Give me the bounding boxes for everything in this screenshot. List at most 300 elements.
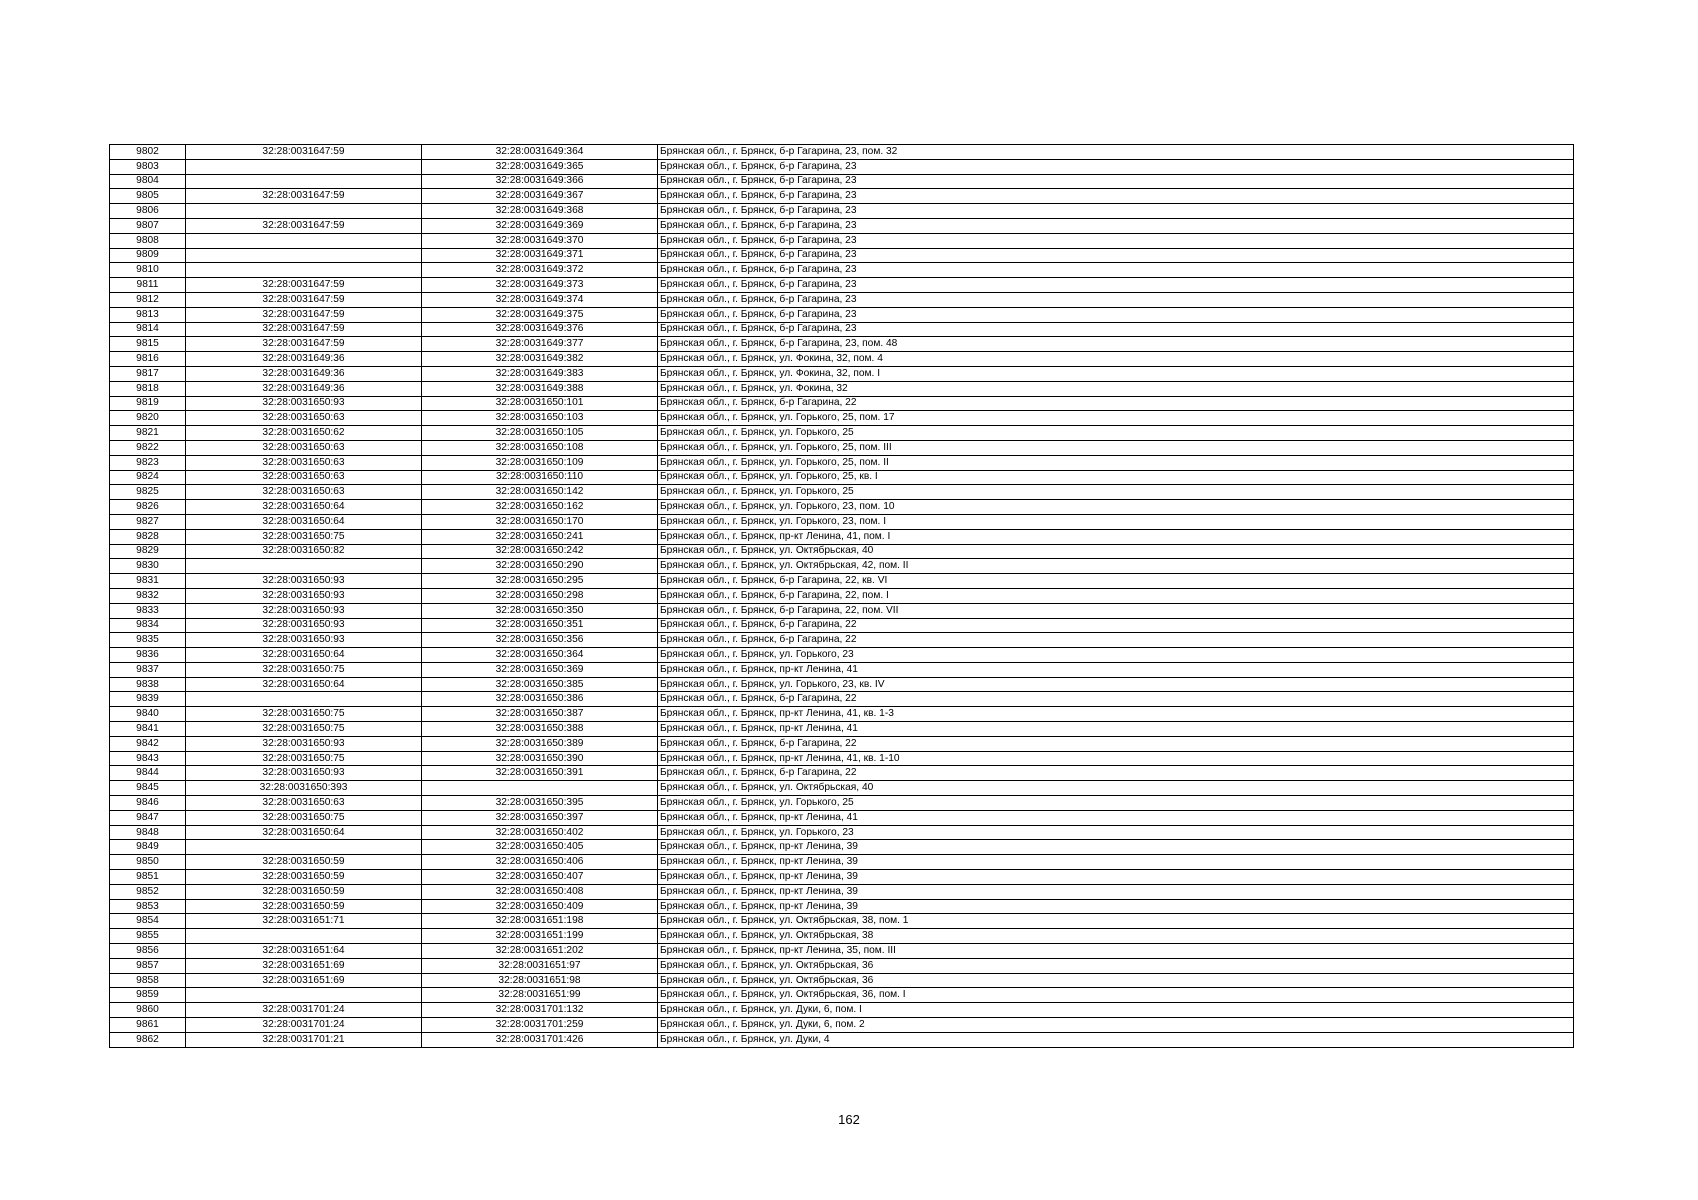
parent-cadastral-number-cell: 32:28:0031650:75 xyxy=(186,662,422,677)
table-row xyxy=(110,603,1574,618)
table-row xyxy=(110,736,1574,751)
cadastral-number-cell: 32:28:0031649:366 xyxy=(422,174,658,189)
address-cell: Брянская обл., г. Брянск, б-р Гагарина, 22 xyxy=(658,736,1574,751)
row-number-cell: 9840 xyxy=(110,707,186,722)
address-cell: Брянская обл., г. Брянск, ул. Горького, 25, кв. I xyxy=(658,470,1574,485)
address-cell: Брянская обл., г. Брянск, ул. Октябрьская, 38, пом. 1 xyxy=(658,914,1574,929)
cadastral-number-cell: 32:28:0031650:397 xyxy=(422,810,658,825)
table-row xyxy=(110,322,1574,337)
cadastral-number-cell: 32:28:0031650:386 xyxy=(422,692,658,707)
table-row xyxy=(110,292,1574,307)
parent-cadastral-number-cell: 32:28:0031701:24 xyxy=(186,1003,422,1018)
parent-cadastral-number-cell: 32:28:0031650:75 xyxy=(186,810,422,825)
cadastral-number-cell: 32:28:0031650:162 xyxy=(422,500,658,515)
table-row xyxy=(110,722,1574,737)
cadastral-number-cell: 32:28:0031650:351 xyxy=(422,618,658,633)
parent-cadastral-number-cell: 32:28:0031650:59 xyxy=(186,855,422,870)
cadastral-number-cell: 32:28:0031701:259 xyxy=(422,1018,658,1033)
table-row xyxy=(110,381,1574,396)
cadastral-number-cell: 32:28:0031651:99 xyxy=(422,988,658,1003)
table-row xyxy=(110,588,1574,603)
address-cell: Брянская обл., г. Брянск, ул. Горького, 23, кв. IV xyxy=(658,677,1574,692)
parent-cadastral-number-cell: 32:28:0031650:63 xyxy=(186,440,422,455)
parent-cadastral-number-cell: 32:28:0031650:93 xyxy=(186,736,422,751)
table-row xyxy=(110,189,1574,204)
parent-cadastral-number-cell xyxy=(186,204,422,219)
address-cell: Брянская обл., г. Брянск, б-р Гагарина, 23 xyxy=(658,233,1574,248)
parent-cadastral-number-cell: 32:28:0031650:75 xyxy=(186,707,422,722)
parent-cadastral-number-cell: 32:28:0031649:36 xyxy=(186,352,422,367)
address-cell: Брянская обл., г. Брянск, б-р Гагарина, 23 xyxy=(658,174,1574,189)
table-row xyxy=(110,248,1574,263)
row-number-cell: 9843 xyxy=(110,751,186,766)
row-number-cell: 9835 xyxy=(110,633,186,648)
row-number-cell: 9862 xyxy=(110,1032,186,1047)
row-number-cell: 9825 xyxy=(110,485,186,500)
parent-cadastral-number-cell: 32:28:0031650:75 xyxy=(186,722,422,737)
table-row xyxy=(110,440,1574,455)
row-number-cell: 9822 xyxy=(110,440,186,455)
cadastral-number-cell: 32:28:0031651:199 xyxy=(422,929,658,944)
parent-cadastral-number-cell: 32:28:0031650:82 xyxy=(186,544,422,559)
address-cell: Брянская обл., г. Брянск, пр-кт Ленина, 41 xyxy=(658,810,1574,825)
cadastral-number-cell: 32:28:0031649:364 xyxy=(422,145,658,160)
cadastral-number-cell: 32:28:0031649:374 xyxy=(422,292,658,307)
row-number-cell: 9854 xyxy=(110,914,186,929)
address-cell: Брянская обл., г. Брянск, пр-кт Ленина, 41 xyxy=(658,722,1574,737)
row-number-cell: 9837 xyxy=(110,662,186,677)
table-row xyxy=(110,899,1574,914)
address-cell: Брянская обл., г. Брянск, б-р Гагарина, 22, пом. I xyxy=(658,588,1574,603)
parent-cadastral-number-cell xyxy=(186,263,422,278)
cadastral-number-cell: 32:28:0031651:198 xyxy=(422,914,658,929)
parent-cadastral-number-cell: 32:28:0031647:59 xyxy=(186,278,422,293)
parent-cadastral-number-cell: 32:28:0031650:75 xyxy=(186,529,422,544)
address-cell: Брянская обл., г. Брянск, ул. Октябрьская, 40 xyxy=(658,544,1574,559)
parent-cadastral-number-cell: 32:28:0031650:63 xyxy=(186,455,422,470)
table-row xyxy=(110,233,1574,248)
cadastral-number-cell: 32:28:0031650:364 xyxy=(422,648,658,663)
address-cell: Брянская обл., г. Брянск, ул. Фокина, 32, пом. I xyxy=(658,366,1574,381)
cadastral-number-cell: 32:28:0031650:241 xyxy=(422,529,658,544)
row-number-cell: 9832 xyxy=(110,588,186,603)
parent-cadastral-number-cell: 32:28:0031650:93 xyxy=(186,618,422,633)
row-number-cell: 9812 xyxy=(110,292,186,307)
cadastral-number-cell: 32:28:0031650:103 xyxy=(422,411,658,426)
parent-cadastral-number-cell xyxy=(186,233,422,248)
address-cell: Брянская обл., г. Брянск, б-р Гагарина, 23 xyxy=(658,322,1574,337)
cadastral-number-cell: 32:28:0031701:132 xyxy=(422,1003,658,1018)
address-cell: Брянская обл., г. Брянск, б-р Гагарина, 23 xyxy=(658,292,1574,307)
cadastral-number-cell: 32:28:0031650:387 xyxy=(422,707,658,722)
address-cell: Брянская обл., г. Брянск, б-р Гагарина, 23 xyxy=(658,248,1574,263)
cadastral-number-cell: 32:28:0031649:369 xyxy=(422,218,658,233)
cadastral-number-cell: 32:28:0031650:105 xyxy=(422,426,658,441)
parent-cadastral-number-cell: 32:28:0031650:93 xyxy=(186,588,422,603)
row-number-cell: 9846 xyxy=(110,796,186,811)
parent-cadastral-number-cell: 32:28:0031650:59 xyxy=(186,899,422,914)
parent-cadastral-number-cell: 32:28:0031650:63 xyxy=(186,411,422,426)
row-number-cell: 9848 xyxy=(110,825,186,840)
address-cell: Брянская обл., г. Брянск, пр-кт Ленина, 41, кв. 1-3 xyxy=(658,707,1574,722)
cadastral-number-cell: 32:28:0031650:407 xyxy=(422,870,658,885)
address-cell: Брянская обл., г. Брянск, пр-кт Ленина, 41, пом. I xyxy=(658,529,1574,544)
row-number-cell: 9858 xyxy=(110,973,186,988)
cadastral-number-cell: 32:28:0031649:382 xyxy=(422,352,658,367)
address-cell: Брянская обл., г. Брянск, ул. Фокина, 32, пом. 4 xyxy=(658,352,1574,367)
cadastral-number-cell: 32:28:0031650:142 xyxy=(422,485,658,500)
row-number-cell: 9857 xyxy=(110,958,186,973)
cadastral-number-cell: 32:28:0031650:391 xyxy=(422,766,658,781)
cadastral-number-cell: 32:28:0031650:356 xyxy=(422,633,658,648)
parent-cadastral-number-cell: 32:28:0031647:59 xyxy=(186,189,422,204)
table-row xyxy=(110,692,1574,707)
cadastral-number-cell: 32:28:0031649:367 xyxy=(422,189,658,204)
cadastral-number-cell: 32:28:0031650:108 xyxy=(422,440,658,455)
table-row xyxy=(110,914,1574,929)
cadastral-number-cell: 32:28:0031650:109 xyxy=(422,455,658,470)
parent-cadastral-number-cell: 32:28:0031647:59 xyxy=(186,337,422,352)
parent-cadastral-number-cell: 32:28:0031647:59 xyxy=(186,322,422,337)
table-row xyxy=(110,366,1574,381)
address-cell: Брянская обл., г. Брянск, ул. Октябрьская, 42, пом. II xyxy=(658,559,1574,574)
cadastral-number-cell: 32:28:0031650:110 xyxy=(422,470,658,485)
parent-cadastral-number-cell xyxy=(186,174,422,189)
parent-cadastral-number-cell: 32:28:0031650:63 xyxy=(186,796,422,811)
address-cell: Брянская обл., г. Брянск, ул. Горького, 25, пом. III xyxy=(658,440,1574,455)
address-cell: Брянская обл., г. Брянск, ул. Дуки, 6, пом. I xyxy=(658,1003,1574,1018)
row-number-cell: 9823 xyxy=(110,455,186,470)
parent-cadastral-number-cell: 32:28:0031647:59 xyxy=(186,292,422,307)
row-number-cell: 9808 xyxy=(110,233,186,248)
table-row xyxy=(110,544,1574,559)
address-cell: Брянская обл., г. Брянск, ул. Октябрьская, 38 xyxy=(658,929,1574,944)
address-cell: Брянская обл., г. Брянск, б-р Гагарина, 22 xyxy=(658,633,1574,648)
table-row xyxy=(110,574,1574,589)
table-row xyxy=(110,470,1574,485)
parent-cadastral-number-cell: 32:28:0031651:64 xyxy=(186,944,422,959)
address-cell: Брянская обл., г. Брянск, пр-кт Ленина, 39 xyxy=(658,840,1574,855)
parent-cadastral-number-cell xyxy=(186,929,422,944)
address-cell: Брянская обл., г. Брянск, б-р Гагарина, 23, пом. 32 xyxy=(658,145,1574,160)
parent-cadastral-number-cell: 32:28:0031650:64 xyxy=(186,514,422,529)
cadastral-number-cell: 32:28:0031650:369 xyxy=(422,662,658,677)
parent-cadastral-number-cell: 32:28:0031650:93 xyxy=(186,766,422,781)
cadastral-number-cell: 32:28:0031650:385 xyxy=(422,677,658,692)
parent-cadastral-number-cell: 32:28:0031701:24 xyxy=(186,1018,422,1033)
row-number-cell: 9852 xyxy=(110,884,186,899)
table-row xyxy=(110,929,1574,944)
parent-cadastral-number-cell: 32:28:0031650:63 xyxy=(186,470,422,485)
parent-cadastral-number-cell: 32:28:0031650:93 xyxy=(186,603,422,618)
row-number-cell: 9849 xyxy=(110,840,186,855)
cadastral-number-cell: 32:28:0031650:350 xyxy=(422,603,658,618)
address-cell: Брянская обл., г. Брянск, пр-кт Ленина, 39 xyxy=(658,855,1574,870)
table-row xyxy=(110,825,1574,840)
parent-cadastral-number-cell: 32:28:0031701:21 xyxy=(186,1032,422,1047)
row-number-cell: 9856 xyxy=(110,944,186,959)
cadastral-number-cell xyxy=(422,781,658,796)
cadastral-number-cell: 32:28:0031650:101 xyxy=(422,396,658,411)
table-row xyxy=(110,1003,1574,1018)
parent-cadastral-number-cell: 32:28:0031650:64 xyxy=(186,825,422,840)
row-number-cell: 9839 xyxy=(110,692,186,707)
cadastral-number-cell: 32:28:0031649:371 xyxy=(422,248,658,263)
address-cell: Брянская обл., г. Брянск, ул. Горького, 25 xyxy=(658,796,1574,811)
row-number-cell: 9851 xyxy=(110,870,186,885)
address-cell: Брянская обл., г. Брянск, б-р Гагарина, 22, кв. VI xyxy=(658,574,1574,589)
cadastral-number-cell: 32:28:0031650:406 xyxy=(422,855,658,870)
address-cell: Брянская обл., г. Брянск, ул. Горького, 25, пом. II xyxy=(658,455,1574,470)
address-cell: Брянская обл., г. Брянск, пр-кт Ленина, 35, пом. III xyxy=(658,944,1574,959)
cadastral-number-cell: 32:28:0031649:365 xyxy=(422,159,658,174)
cadastral-number-cell: 32:28:0031650:409 xyxy=(422,899,658,914)
table-row xyxy=(110,485,1574,500)
cadastral-number-cell: 32:28:0031650:402 xyxy=(422,825,658,840)
table-row xyxy=(110,973,1574,988)
row-number-cell: 9824 xyxy=(110,470,186,485)
address-cell: Брянская обл., г. Брянск, б-р Гагарина, 22 xyxy=(658,692,1574,707)
table-row xyxy=(110,677,1574,692)
parent-cadastral-number-cell: 32:28:0031650:59 xyxy=(186,884,422,899)
parent-cadastral-number-cell xyxy=(186,159,422,174)
table-row xyxy=(110,559,1574,574)
row-number-cell: 9833 xyxy=(110,603,186,618)
table-row xyxy=(110,958,1574,973)
cadastral-number-cell: 32:28:0031650:395 xyxy=(422,796,658,811)
row-number-cell: 9859 xyxy=(110,988,186,1003)
address-cell: Брянская обл., г. Брянск, ул. Горького, 25 xyxy=(658,485,1574,500)
row-number-cell: 9836 xyxy=(110,648,186,663)
cadastral-number-cell: 32:28:0031649:368 xyxy=(422,204,658,219)
parent-cadastral-number-cell: 32:28:0031650:75 xyxy=(186,751,422,766)
table-row xyxy=(110,426,1574,441)
parent-cadastral-number-cell xyxy=(186,692,422,707)
table-row xyxy=(110,766,1574,781)
table-row xyxy=(110,1032,1574,1047)
table-row xyxy=(110,870,1574,885)
table-row xyxy=(110,944,1574,959)
address-cell: Брянская обл., г. Брянск, ул. Дуки, 6, пом. 2 xyxy=(658,1018,1574,1033)
table-row xyxy=(110,1018,1574,1033)
cadastral-number-cell: 32:28:0031649:383 xyxy=(422,366,658,381)
cadastral-number-cell: 32:28:0031650:405 xyxy=(422,840,658,855)
address-cell: Брянская обл., г. Брянск, ул. Октябрьская, 36 xyxy=(658,973,1574,988)
address-cell: Брянская обл., г. Брянск, ул. Октябрьская, 36 xyxy=(658,958,1574,973)
parent-cadastral-number-cell: 32:28:0031647:59 xyxy=(186,145,422,160)
parent-cadastral-number-cell xyxy=(186,988,422,1003)
row-number-cell: 9855 xyxy=(110,929,186,944)
row-number-cell: 9815 xyxy=(110,337,186,352)
row-number-cell: 9845 xyxy=(110,781,186,796)
row-number-cell: 9861 xyxy=(110,1018,186,1033)
cadastral-number-cell: 32:28:0031650:290 xyxy=(422,559,658,574)
row-number-cell: 9821 xyxy=(110,426,186,441)
cadastral-number-cell: 32:28:0031649:376 xyxy=(422,322,658,337)
table-row xyxy=(110,174,1574,189)
row-number-cell: 9806 xyxy=(110,204,186,219)
table-row xyxy=(110,707,1574,722)
table-row xyxy=(110,514,1574,529)
address-cell: Брянская обл., г. Брянск, ул. Октябрьская, 40 xyxy=(658,781,1574,796)
row-number-cell: 9820 xyxy=(110,411,186,426)
parent-cadastral-number-cell: 32:28:0031649:36 xyxy=(186,381,422,396)
row-number-cell: 9827 xyxy=(110,514,186,529)
parent-cadastral-number-cell: 32:28:0031650:59 xyxy=(186,870,422,885)
cadastral-number-cell: 32:28:0031650:298 xyxy=(422,588,658,603)
cadastral-number-cell: 32:28:0031650:170 xyxy=(422,514,658,529)
parent-cadastral-number-cell: 32:28:0031650:64 xyxy=(186,648,422,663)
address-cell: Брянская обл., г. Брянск, пр-кт Ленина, 39 xyxy=(658,884,1574,899)
parent-cadastral-number-cell xyxy=(186,840,422,855)
row-number-cell: 9810 xyxy=(110,263,186,278)
row-number-cell: 9828 xyxy=(110,529,186,544)
parent-cadastral-number-cell: 32:28:0031650:64 xyxy=(186,500,422,515)
row-number-cell: 9816 xyxy=(110,352,186,367)
cadastral-number-cell: 32:28:0031649:370 xyxy=(422,233,658,248)
row-number-cell: 9809 xyxy=(110,248,186,263)
row-number-cell: 9850 xyxy=(110,855,186,870)
parent-cadastral-number-cell: 32:28:0031647:59 xyxy=(186,218,422,233)
cadastral-number-cell: 32:28:0031649:377 xyxy=(422,337,658,352)
address-cell: Брянская обл., г. Брянск, б-р Гагарина, 23 xyxy=(658,159,1574,174)
row-number-cell: 9811 xyxy=(110,278,186,293)
table-row xyxy=(110,648,1574,663)
table-row xyxy=(110,278,1574,293)
address-cell: Брянская обл., г. Брянск, б-р Гагарина, 23, пом. 48 xyxy=(658,337,1574,352)
table-row xyxy=(110,988,1574,1003)
parent-cadastral-number-cell: 32:28:0031650:64 xyxy=(186,677,422,692)
row-number-cell: 9819 xyxy=(110,396,186,411)
address-cell: Брянская обл., г. Брянск, б-р Гагарина, 23 xyxy=(658,204,1574,219)
parent-cadastral-number-cell: 32:28:0031650:93 xyxy=(186,633,422,648)
parent-cadastral-number-cell: 32:28:0031650:93 xyxy=(186,396,422,411)
table-row xyxy=(110,204,1574,219)
address-cell: Брянская обл., г. Брянск, б-р Гагарина, 23 xyxy=(658,307,1574,322)
parent-cadastral-number-cell xyxy=(186,559,422,574)
table-row xyxy=(110,307,1574,322)
parent-cadastral-number-cell: 32:28:0031651:69 xyxy=(186,958,422,973)
table-row xyxy=(110,840,1574,855)
row-number-cell: 9802 xyxy=(110,145,186,160)
parent-cadastral-number-cell xyxy=(186,248,422,263)
row-number-cell: 9805 xyxy=(110,189,186,204)
cadastral-number-cell: 32:28:0031650:242 xyxy=(422,544,658,559)
parent-cadastral-number-cell: 32:28:0031650:93 xyxy=(186,574,422,589)
address-cell: Брянская обл., г. Брянск, б-р Гагарина, 23 xyxy=(658,189,1574,204)
address-cell: Брянская обл., г. Брянск, пр-кт Ленина, 41, кв. 1-10 xyxy=(658,751,1574,766)
table-row xyxy=(110,396,1574,411)
address-cell: Брянская обл., г. Брянск, б-р Гагарина, 22 xyxy=(658,618,1574,633)
cadastral-number-cell: 32:28:0031651:98 xyxy=(422,973,658,988)
row-number-cell: 9834 xyxy=(110,618,186,633)
row-number-cell: 9853 xyxy=(110,899,186,914)
table-row xyxy=(110,218,1574,233)
row-number-cell: 9807 xyxy=(110,218,186,233)
address-cell: Брянская обл., г. Брянск, б-р Гагарина, 23 xyxy=(658,218,1574,233)
address-cell: Брянская обл., г. Брянск, ул. Горького, 23 xyxy=(658,825,1574,840)
parent-cadastral-number-cell: 32:28:0031647:59 xyxy=(186,307,422,322)
row-number-cell: 9830 xyxy=(110,559,186,574)
row-number-cell: 9814 xyxy=(110,322,186,337)
table-row xyxy=(110,855,1574,870)
parent-cadastral-number-cell: 32:28:0031650:62 xyxy=(186,426,422,441)
address-cell: Брянская обл., г. Брянск, б-р Гагарина, 22 xyxy=(658,766,1574,781)
table-row xyxy=(110,500,1574,515)
address-cell: Брянская обл., г. Брянск, ул. Дуки, 4 xyxy=(658,1032,1574,1047)
address-cell: Брянская обл., г. Брянск, пр-кт Ленина, 41 xyxy=(658,662,1574,677)
parent-cadastral-number-cell: 32:28:0031651:69 xyxy=(186,973,422,988)
parent-cadastral-number-cell: 32:28:0031651:71 xyxy=(186,914,422,929)
row-number-cell: 9860 xyxy=(110,1003,186,1018)
parent-cadastral-number-cell: 32:28:0031650:63 xyxy=(186,485,422,500)
table-row xyxy=(110,529,1574,544)
table-row xyxy=(110,633,1574,648)
address-cell: Брянская обл., г. Брянск, б-р Гагарина, 23 xyxy=(658,263,1574,278)
address-cell: Брянская обл., г. Брянск, ул. Горького, 25, пом. 17 xyxy=(658,411,1574,426)
cadastral-number-cell: 32:28:0031650:390 xyxy=(422,751,658,766)
cadastral-number-cell: 32:28:0031650:408 xyxy=(422,884,658,899)
row-number-cell: 9829 xyxy=(110,544,186,559)
cadastral-number-cell: 32:28:0031649:375 xyxy=(422,307,658,322)
table-row xyxy=(110,411,1574,426)
cadastral-number-cell: 32:28:0031650:389 xyxy=(422,736,658,751)
address-cell: Брянская обл., г. Брянск, б-р Гагарина, 22 xyxy=(658,396,1574,411)
row-number-cell: 9841 xyxy=(110,722,186,737)
row-number-cell: 9844 xyxy=(110,766,186,781)
cadastral-number-cell: 32:28:0031651:97 xyxy=(422,958,658,973)
table-row xyxy=(110,810,1574,825)
cadastral-number-cell: 32:28:0031650:295 xyxy=(422,574,658,589)
table-row xyxy=(110,263,1574,278)
cadastral-number-cell: 32:28:0031650:388 xyxy=(422,722,658,737)
address-cell: Брянская обл., г. Брянск, пр-кт Ленина, 39 xyxy=(658,870,1574,885)
table-row xyxy=(110,352,1574,367)
row-number-cell: 9842 xyxy=(110,736,186,751)
row-number-cell: 9804 xyxy=(110,174,186,189)
cadastral-number-cell: 32:28:0031649:373 xyxy=(422,278,658,293)
address-cell: Брянская обл., г. Брянск, ул. Горького, 25 xyxy=(658,426,1574,441)
table-row xyxy=(110,796,1574,811)
row-number-cell: 9803 xyxy=(110,159,186,174)
cadastral-number-cell: 32:28:0031649:388 xyxy=(422,381,658,396)
address-cell: Брянская обл., г. Брянск, ул. Горького, 23, пом. I xyxy=(658,514,1574,529)
row-number-cell: 9818 xyxy=(110,381,186,396)
table-row xyxy=(110,455,1574,470)
row-number-cell: 9831 xyxy=(110,574,186,589)
table-row xyxy=(110,145,1574,160)
table-row xyxy=(110,781,1574,796)
cadastral-number-cell: 32:28:0031701:426 xyxy=(422,1032,658,1047)
row-number-cell: 9817 xyxy=(110,366,186,381)
table-row xyxy=(110,662,1574,677)
address-cell: Брянская обл., г. Брянск, ул. Горького, 23, пом. 10 xyxy=(658,500,1574,515)
page-number: 162 xyxy=(838,1112,860,1127)
registry-table xyxy=(109,144,1574,1048)
row-number-cell: 9847 xyxy=(110,810,186,825)
cadastral-number-cell: 32:28:0031651:202 xyxy=(422,944,658,959)
row-number-cell: 9813 xyxy=(110,307,186,322)
address-cell: Брянская обл., г. Брянск, пр-кт Ленина, 39 xyxy=(658,899,1574,914)
table-row xyxy=(110,618,1574,633)
address-cell: Брянская обл., г. Брянск, ул. Горького, 23 xyxy=(658,648,1574,663)
table-row xyxy=(110,159,1574,174)
table-row xyxy=(110,751,1574,766)
table-row xyxy=(110,884,1574,899)
address-cell: Брянская обл., г. Брянск, ул. Фокина, 32 xyxy=(658,381,1574,396)
row-number-cell: 9826 xyxy=(110,500,186,515)
address-cell: Брянская обл., г. Брянск, ул. Октябрьская, 36, пом. I xyxy=(658,988,1574,1003)
